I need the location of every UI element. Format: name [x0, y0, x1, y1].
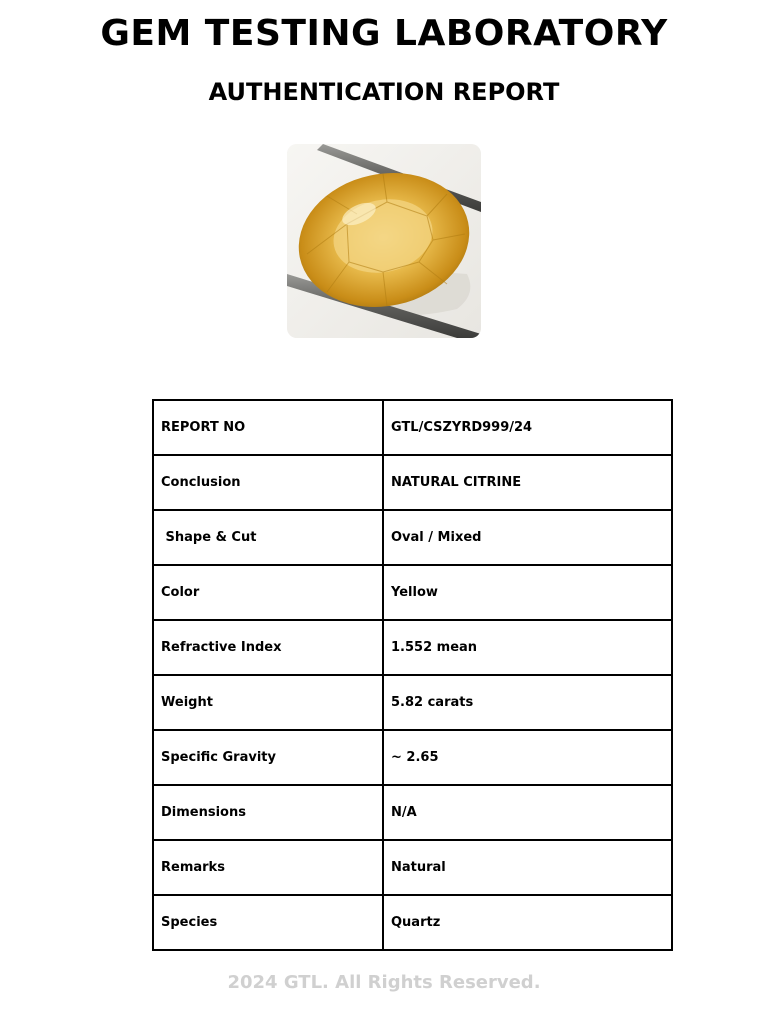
- row-label: Dimensions: [153, 785, 383, 840]
- row-label: Remarks: [153, 840, 383, 895]
- row-label: Refractive Index: [153, 620, 383, 675]
- row-value: GTL/CSZYRD999/24: [383, 400, 672, 455]
- table-row: [153, 675, 672, 730]
- copyright-footer: 2024 GTL. All Rights Reserved.: [227, 972, 541, 993]
- row-label: Conclusion: [153, 455, 383, 510]
- row-value: NATURAL CITRINE: [383, 455, 672, 510]
- table-row: [153, 895, 672, 950]
- table-row: [153, 510, 672, 565]
- table-row: [153, 840, 672, 895]
- row-label: Species: [153, 895, 383, 950]
- row-label: Color: [153, 565, 383, 620]
- row-value: Oval / Mixed: [383, 510, 672, 565]
- report-title: AUTHENTICATION REPORT: [208, 78, 560, 106]
- row-label: REPORT NO: [153, 400, 383, 455]
- report-details-table: [152, 399, 673, 951]
- row-value: Natural: [383, 840, 672, 895]
- lab-name-heading: GEM TESTING LABORATORY: [100, 13, 668, 54]
- row-value: Quartz: [383, 895, 672, 950]
- row-value: N/A: [383, 785, 672, 840]
- row-label: Specific Gravity: [153, 730, 383, 785]
- table-row: [153, 455, 672, 510]
- table-row: [153, 400, 672, 455]
- table-row: [153, 785, 672, 840]
- row-label: Weight: [153, 675, 383, 730]
- row-label: Shape & Cut: [153, 510, 383, 565]
- table-row: [153, 620, 672, 675]
- row-value: Yellow: [383, 565, 672, 620]
- table-row: [153, 565, 672, 620]
- row-value: 5.82 carats: [383, 675, 672, 730]
- row-value: ~ 2.65: [383, 730, 672, 785]
- row-value: 1.552 mean: [383, 620, 672, 675]
- table-row: [153, 730, 672, 785]
- gemstone-photo: [287, 144, 481, 338]
